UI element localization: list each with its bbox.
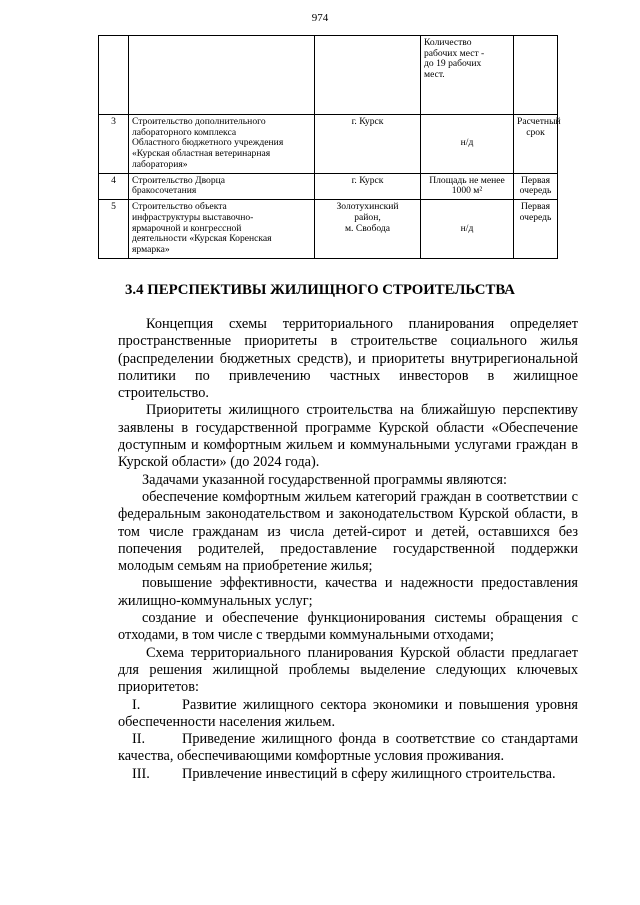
cell-stage (514, 36, 558, 115)
cell-line: очередь (519, 185, 552, 197)
priority-numeral: III. (132, 765, 150, 782)
priority-item-3 (118, 766, 578, 783)
cell-line: до 19 рабочих (424, 58, 482, 70)
table-row (99, 200, 558, 259)
cell-line: м. Свобода (344, 222, 391, 234)
cell-line: ярмарочной и конгрессной (132, 222, 242, 234)
cell-line: срок (526, 126, 545, 138)
paragraph-tasks-intro: Задачами указанной государственной программы являются: (142, 471, 507, 488)
cell-line: лаборатория» (132, 158, 188, 170)
cell-line: Строительство объекта (132, 201, 227, 213)
cell-stage (514, 173, 558, 199)
cell-object-name (129, 115, 315, 174)
cell-line: бракосочетания (132, 185, 197, 197)
cell-location (315, 173, 421, 199)
cell-line: лабораторного комплекса (132, 126, 237, 138)
cell-line: очередь (519, 211, 552, 223)
cell-line: ярмарка» (132, 244, 170, 256)
priority-text: Развитие жилищного сектора экономики и повышения уровня обеспеченности населения жильем. (118, 696, 578, 730)
cell-line: н/д (460, 137, 474, 149)
cell-line: Областного бюджетного учреждения (132, 137, 284, 149)
cell-line: г. Курск (351, 116, 384, 127)
cell-number: 3 (99, 115, 129, 174)
cell-line: Расчетный (517, 116, 561, 127)
cell-location (315, 36, 421, 115)
cell-stage (514, 115, 561, 174)
priority-item-2 (118, 731, 578, 766)
cell-line: Строительство дополнительного (132, 116, 266, 127)
cell-line: деятельности «Курская Коренская (132, 233, 272, 245)
paragraph-task-housing: обеспечение комфортным жильем категорий граждан в соответствии с федеральным законодательством и законодательством Курской области, в том числе гражданам из числа детей-сирот и детей, оставшихся без попечения родителей, предоставление государственной поддержки молодым семьям на приобретение жилья; (118, 488, 578, 575)
table-row (99, 36, 558, 115)
page-number: 974 (311, 12, 329, 24)
cell-line: Золотухинский (336, 201, 399, 213)
cell-line: Площадь не менее (429, 174, 505, 186)
paragraph-task-waste: создание и обеспечение функционирования системы обращения с отходами, в том числе с твердыми коммунальными отходами; (118, 610, 578, 644)
body-text (118, 316, 578, 783)
cell-line: мест. (424, 69, 445, 81)
cell-location (315, 115, 421, 174)
priority-numeral: I. (132, 696, 141, 713)
cell-line: Количество (424, 37, 472, 48)
priority-numeral: II. (132, 731, 146, 748)
paragraph-concept: Концепция схемы территориального планирования определяет пространственные приоритеты в строительстве социального жилья (распределении бюджетных средств), и приоритеты внутрирегиональной политики по привлечению частных инвесторов в жилищное строительство. (118, 316, 578, 402)
cell-location (315, 200, 421, 259)
table-row (99, 115, 558, 174)
table-row (99, 173, 558, 199)
paragraph-scheme: Схема территориального планирования Курской области предлагает для решения жилищной проблемы выделение следующих ключевых приоритетов: (118, 644, 578, 696)
cell-object-name (129, 36, 315, 115)
cell-number: 5 (99, 200, 129, 259)
objects-table (98, 35, 561, 259)
cell-object-name (129, 173, 315, 199)
cell-capacity (421, 36, 514, 115)
cell-line: 1000 м² (451, 185, 483, 197)
paragraph-task-utilities: повышение эффективности, качества и надежности предоставления жилищно-коммунальных услуг; (118, 575, 578, 609)
cell-object-name (129, 200, 315, 259)
paragraph-priorities: Приоритеты жилищного строительства на ближайшую перспективу заявлены в государственной программе Курской области «Обеспечение доступным и комфортным жильем и коммунальными услугами граждан в Курской области» (до 2024 года). (118, 402, 578, 471)
cell-line: г. Курск (351, 174, 384, 186)
cell-capacity (421, 115, 514, 174)
priority-text: Приведение жилищного фонда в соответствие со стандартами качества, обеспечивающими комфортные условия проживания. (118, 731, 578, 765)
priority-item-1 (118, 697, 578, 732)
priority-text: Привлечение инвестиций в сферу жилищного строительства. (182, 765, 556, 782)
cell-line: Первая (520, 201, 551, 213)
cell-capacity (421, 173, 514, 199)
cell-line: рабочих мест - (424, 47, 485, 59)
cell-stage (514, 200, 558, 259)
cell-capacity (421, 200, 514, 259)
cell-line: район, (354, 211, 381, 223)
cell-line: н/д (460, 222, 474, 234)
cell-number (99, 36, 129, 115)
cell-line: Первая (520, 174, 551, 186)
cell-line: инфраструктуры выставочно- (132, 211, 254, 223)
cell-line: Строительство Дворца (132, 174, 226, 186)
section-title: 3.4 ПЕРСПЕКТИВЫ ЖИЛИЩНОГО СТРОИТЕЛЬСТВА (125, 282, 515, 298)
cell-line: «Курская областная ветеринарная (132, 148, 271, 160)
cell-number: 4 (99, 173, 129, 199)
